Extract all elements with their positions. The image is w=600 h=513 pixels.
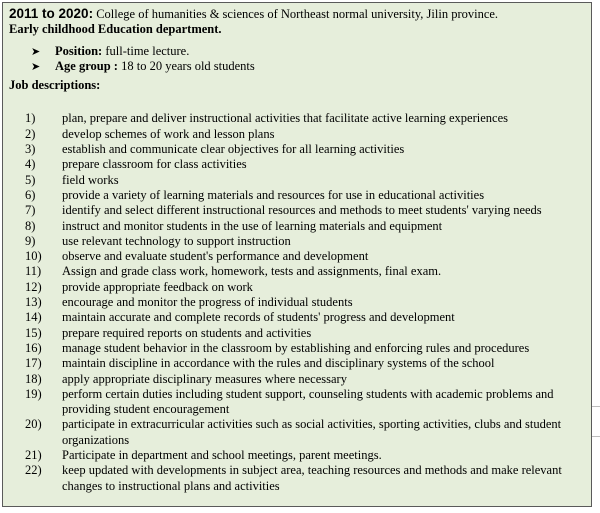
duty-item — [9, 448, 585, 463]
duty-item — [9, 326, 585, 341]
duty-item — [9, 417, 585, 448]
duty-number: 15) — [25, 325, 42, 340]
duty-text: prepare required reports on students and activities — [62, 325, 312, 340]
duty-number: 1) — [25, 111, 36, 126]
detail-age-group — [31, 59, 585, 74]
edge-rule — [592, 436, 600, 437]
duty-number: 17) — [25, 356, 42, 371]
duty-number: 12) — [25, 279, 42, 294]
duty-text: apply appropriate disciplinary measures where necessary — [62, 371, 347, 386]
duty-text: keep updated with developments in subject area, teaching resources and methods and make relevant changes to instructional plans and activities — [62, 463, 562, 493]
job-description-document — [2, 2, 592, 507]
duty-number: 4) — [25, 157, 36, 172]
duty-number: 13) — [25, 295, 42, 310]
employment-period: 2011 to 2020: — [9, 6, 94, 21]
duty-number: 5) — [25, 172, 36, 187]
duty-number: 9) — [25, 233, 36, 248]
institution-name: College of humanities & sciences of Northeast normal university, Jilin province. — [96, 7, 499, 21]
duty-text: provide a variety of learning materials and resources for use in educational activities — [62, 187, 485, 202]
duty-number: 11) — [25, 264, 42, 279]
duty-item — [9, 219, 585, 234]
duty-text: observe and evaluate student's performance and development — [62, 249, 369, 264]
duty-number: 22) — [25, 463, 42, 478]
duty-number: 2) — [25, 126, 36, 141]
duty-number: 6) — [25, 187, 36, 202]
department-name: Early childhood Education department. — [9, 22, 222, 37]
duty-text: use relevant technology to support instruction — [62, 233, 291, 248]
duty-text: maintain accurate and complete records of students' progress and development — [62, 310, 455, 325]
duty-item — [9, 111, 585, 126]
duty-text: encourage and monitor the progress of individual students — [62, 295, 353, 310]
duty-text: Assign and grade class work, homework, tests and assignments, final exam. — [62, 264, 442, 279]
detail-label: Position: — [55, 43, 103, 58]
duty-item — [9, 387, 585, 418]
duty-item — [9, 173, 585, 188]
duty-item — [9, 356, 585, 371]
duty-text: plan, prepare and deliver instructional activities that facilitate active learning experiences — [62, 111, 508, 126]
duty-text: Participate in department and school meetings, parent meetings. — [62, 448, 382, 463]
duty-text: maintain discipline in accordance with the rules and disciplinary systems of the school — [62, 356, 495, 371]
edge-rule — [592, 406, 600, 407]
duty-item — [9, 372, 585, 387]
duty-item — [9, 203, 585, 218]
duty-item — [9, 188, 585, 203]
duty-number: 16) — [25, 340, 42, 355]
duty-item — [9, 341, 585, 356]
arrow-bullet-icon: ➤ — [31, 45, 41, 58]
duty-text: participate in extracurricular activities such as social activities, sporting activities, clubs and student organizations — [62, 417, 562, 447]
duty-text: instruct and monitor students in the use of learning materials and equipment — [62, 218, 443, 233]
duty-text: field works — [62, 172, 119, 187]
detail-position — [31, 44, 585, 59]
duty-number: 21) — [25, 448, 42, 463]
duty-item — [9, 310, 585, 325]
duty-item — [9, 142, 585, 157]
detail-label: Age group : — [55, 58, 118, 73]
duty-number: 19) — [25, 386, 42, 401]
duty-text: provide appropriate feedback on work — [62, 279, 253, 294]
duty-number: 14) — [25, 310, 42, 325]
duty-text: identify and select different instructional resources and methods to meet students' varying needs — [62, 203, 542, 218]
duty-item — [9, 127, 585, 142]
duty-text: prepare classroom for class activities — [62, 157, 247, 172]
duty-number: 7) — [25, 203, 36, 218]
arrow-bullet-icon: ➤ — [31, 60, 41, 73]
details-list — [9, 44, 585, 75]
duty-number: 3) — [25, 142, 36, 157]
duty-number: 20) — [25, 417, 42, 432]
detail-value: 18 to 20 years old students — [121, 58, 255, 73]
duty-item — [9, 463, 585, 494]
duty-item — [9, 280, 585, 295]
duty-item — [9, 157, 585, 172]
duties-list — [9, 111, 585, 493]
duty-number: 8) — [25, 218, 36, 233]
duty-item — [9, 295, 585, 310]
duty-text: establish and communicate clear objectives for all learning activities — [62, 142, 405, 157]
duty-number: 10) — [25, 249, 42, 264]
duty-text: manage student behavior in the classroom by establishing and enforcing rules and procedures — [62, 340, 530, 355]
duty-item — [9, 249, 585, 264]
duty-item — [9, 234, 585, 249]
employment-header — [9, 6, 585, 22]
duty-item — [9, 264, 585, 279]
detail-value: full-time lecture. — [105, 43, 190, 58]
duty-text: develop schemes of work and lesson plans — [62, 126, 275, 141]
duty-number: 18) — [25, 371, 42, 386]
section-title: Job descriptions: — [9, 78, 101, 93]
duty-text: perform certain duties including student support, counseling students with academic problems and providing student encouragement — [62, 386, 554, 417]
